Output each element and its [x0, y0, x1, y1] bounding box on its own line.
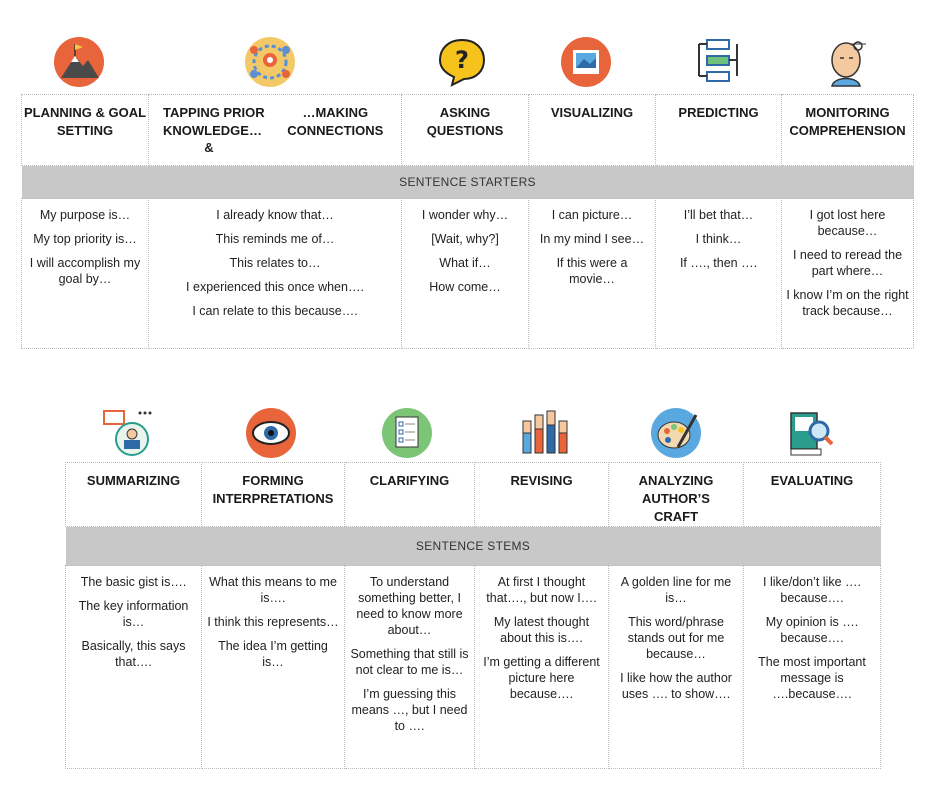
cell-revising: [475, 566, 609, 769]
book-magnifier-icon: [785, 407, 837, 459]
mountain-flag-icon: [53, 36, 105, 88]
checklist-icon: [381, 407, 433, 459]
picture-frame-icon: [560, 36, 612, 88]
sentence-line: The most important message is ….because….: [758, 655, 866, 701]
sentence-line: I like how the author uses …. to show….: [620, 671, 732, 701]
header-cell: [475, 463, 609, 527]
stems-row: [66, 566, 881, 769]
raised-hands-icon: [519, 407, 571, 459]
location-network-icon: [244, 36, 296, 88]
sentence-line: I will accomplish my goal by…: [29, 256, 141, 286]
thinking-head-icon: [820, 36, 872, 88]
cell-clarifying: [345, 566, 475, 769]
header-cell: [609, 463, 744, 527]
sentence-line: Basically, this says that….: [81, 639, 186, 669]
sentence-line: To understand something better, I need to know more about…: [356, 575, 463, 637]
cell-predicting: [656, 199, 782, 349]
header-revising: REVISING: [510, 473, 573, 488]
header-making: …MAKING CONNECTIONS: [287, 105, 384, 138]
cell-analyzing: [609, 566, 744, 769]
cell-planning: [22, 199, 149, 349]
sentence-line: What this means to me is….: [209, 575, 337, 605]
header-analyzing: ANALYZING AUTHOR’S CRAFT: [638, 473, 714, 524]
sentence-line: This reminds me of…: [215, 232, 335, 246]
eye-icon: [245, 407, 297, 459]
sentence-line: I’m guessing this means …, but I need to ….: [351, 687, 468, 733]
paint-palette-icon: [650, 407, 702, 459]
sentence-line: I got lost here because…: [809, 208, 886, 238]
flowchart-icon: [693, 36, 745, 88]
sentence-line: Something that still is not clear to me is…: [350, 647, 469, 677]
header-asking: ASKING QUESTIONS: [426, 105, 504, 138]
header-visualizing: VISUALIZING: [550, 105, 634, 120]
strategies-table-1: [21, 94, 914, 349]
sentence-line: If this were a movie…: [556, 256, 628, 286]
starters-row: [22, 199, 914, 349]
cell-visualizing: [529, 199, 656, 349]
sentence-line: I like/don’t like …. because….: [763, 575, 861, 605]
header-cell: [149, 95, 402, 166]
sentence-line: The idea I’m getting is…: [218, 639, 328, 669]
band-row: [66, 527, 881, 566]
header-cell: [529, 95, 656, 166]
sentence-line: The basic gist is….: [80, 575, 187, 589]
sentence-line: In my mind I see…: [539, 232, 645, 246]
header-ampersand: &: [204, 140, 214, 155]
sentence-line: I can relate to this because….: [192, 304, 358, 318]
header-forming: FORMING INTERPRETATIONS: [212, 473, 334, 506]
header-cell: [782, 95, 914, 166]
cell-tapping: [149, 199, 402, 349]
sentence-line: I’ll bet that…: [683, 208, 754, 222]
sentence-line: I think this represents…: [207, 615, 339, 629]
sentence-line: I wonder why…: [421, 208, 509, 222]
sentence-line: This word/phrase stands out for me because…: [627, 615, 725, 661]
header-evaluating: EVALUATING: [770, 473, 854, 488]
header-predicting: PREDICTING: [678, 105, 759, 120]
sentence-line: My top priority is…: [33, 232, 137, 246]
sentence-line: At first I thought that…., but now I….: [486, 575, 597, 605]
cell-monitoring: [782, 199, 914, 349]
header-cell: [66, 463, 202, 527]
header-row: [22, 95, 914, 166]
cell-forming: [202, 566, 345, 769]
sentence-line: My latest thought about this is….: [493, 615, 590, 645]
sentence-line: My purpose is…: [39, 208, 131, 222]
header-cell: [402, 95, 529, 166]
sentence-line: I think…: [695, 232, 742, 246]
header-monitoring: MONITORING COMPREHENSION: [789, 105, 906, 138]
svg-text:?: ?: [455, 46, 469, 74]
sentence-line: A golden line for me is…: [620, 575, 732, 605]
strategies-table-2: [65, 462, 881, 769]
sentence-line: I need to reread the part where…: [792, 248, 903, 278]
header-cell: [656, 95, 782, 166]
cell-evaluating: [744, 566, 881, 769]
header-row: [66, 463, 881, 527]
band-sentence-stems: SENTENCE STEMS: [66, 527, 881, 566]
sentence-line: I know I’m on the right track because…: [786, 288, 909, 318]
presenter-icon: [102, 407, 154, 459]
header-planning: PLANNING & GOAL SETTING: [23, 105, 147, 138]
sentence-line: My opinion is …. because….: [765, 615, 859, 645]
sentence-line: What if…: [439, 256, 491, 270]
sentence-line: The key information is…: [78, 599, 189, 629]
sentence-line: [Wait, why?]: [431, 232, 499, 246]
sentence-line: I experienced this once when….: [186, 280, 364, 294]
sentence-line: If …., then ….: [679, 256, 758, 270]
header-cell: [202, 463, 345, 527]
header-clarifying: CLARIFYING: [369, 473, 450, 488]
header-tapping: TAPPING PRIOR KNOWLEDGE…: [163, 105, 265, 138]
header-cell: [22, 95, 149, 166]
sentence-line: This relates to…: [229, 256, 321, 270]
sentence-line: I’m getting a different picture here because….: [483, 655, 600, 701]
cell-asking: [402, 199, 529, 349]
header-cell: [744, 463, 881, 527]
band-row: [22, 166, 914, 199]
sentence-line: How come…: [429, 280, 501, 294]
sentence-line: I already know that…: [216, 208, 334, 222]
question-bubble-icon: [436, 36, 488, 88]
header-cell: [345, 463, 475, 527]
header-summarizing: SUMMARIZING: [86, 473, 181, 488]
band-sentence-starters: SENTENCE STARTERS: [22, 166, 914, 199]
cell-summarizing: [66, 566, 202, 769]
sentence-line: I can picture…: [551, 208, 633, 222]
